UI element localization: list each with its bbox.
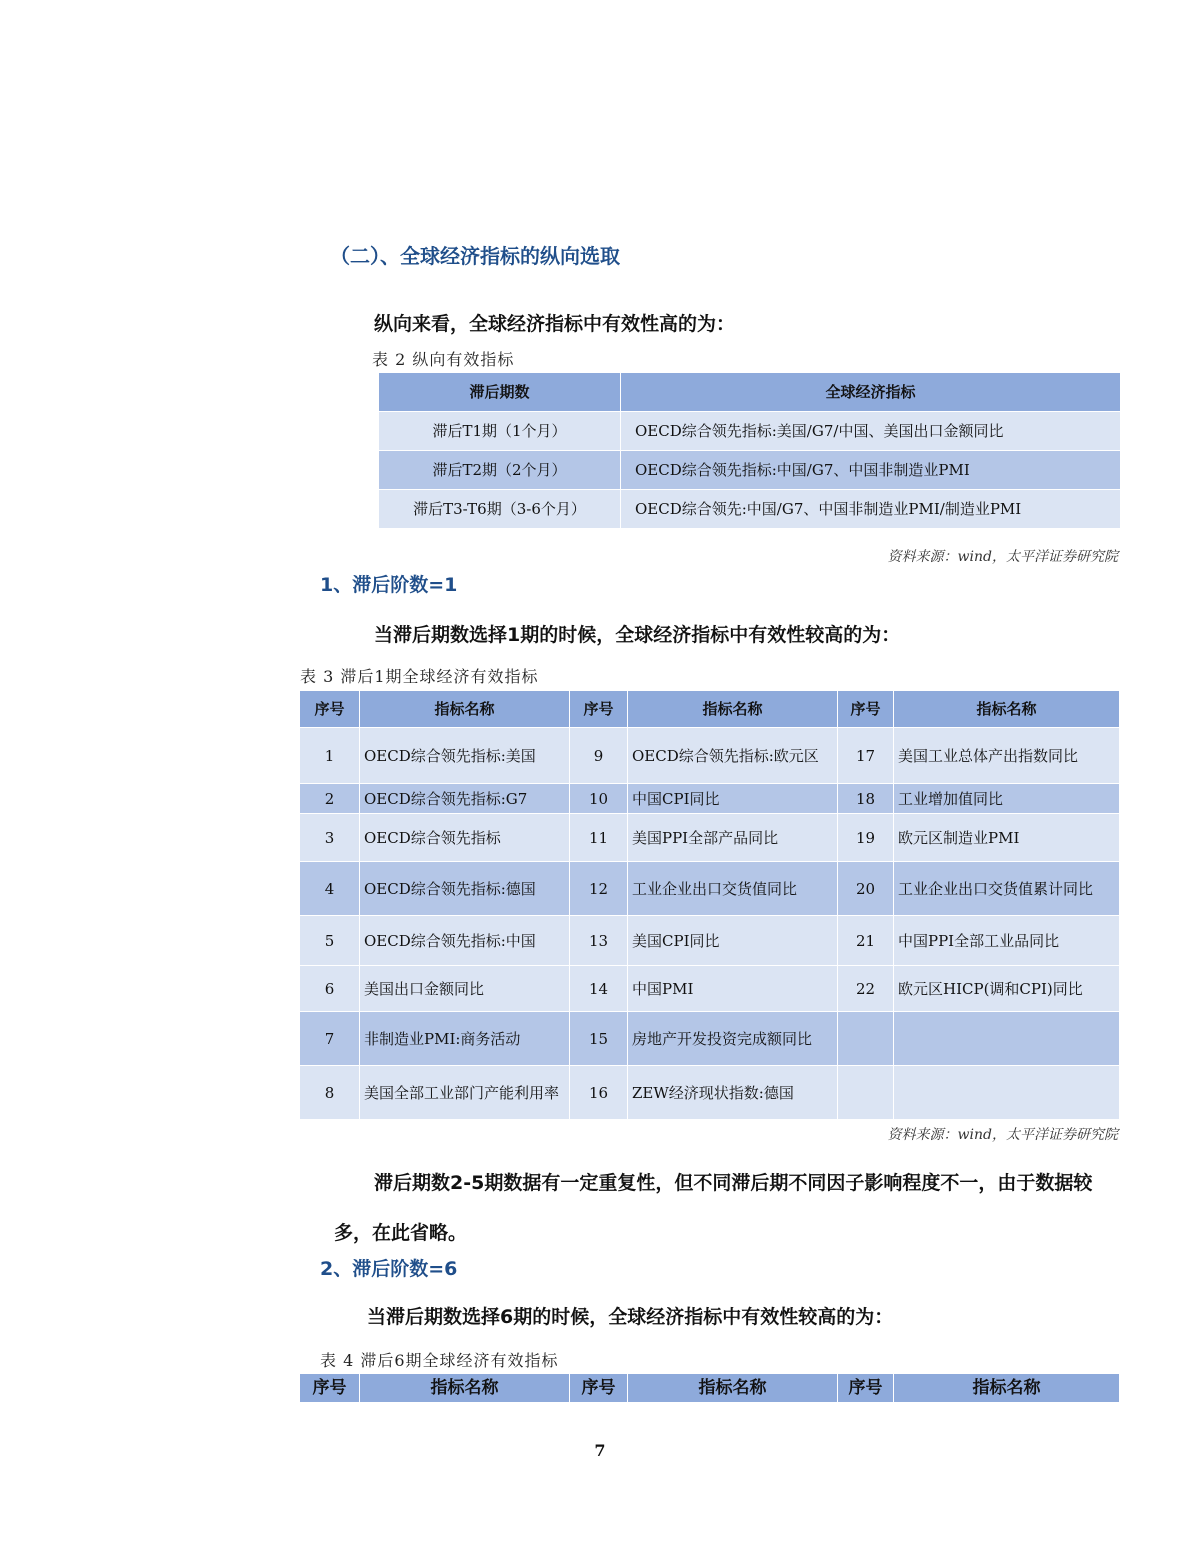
table-cell: 滞后T1期（1个月） bbox=[379, 412, 621, 451]
table-cell: OECD综合领先指标:欧元区 bbox=[628, 728, 838, 784]
table-cell: 20 bbox=[838, 862, 894, 916]
table-cell: 15 bbox=[570, 1012, 628, 1066]
table3-caption: 表 3 滞后1期全球经济有效指标 bbox=[300, 667, 539, 686]
table-row bbox=[300, 1066, 1120, 1120]
table-header-cell: 序号 bbox=[570, 1374, 628, 1403]
table-cell: 11 bbox=[570, 814, 628, 862]
table-cell: OECD综合领先指标:美国/G7/中国、美国出口金额同比 bbox=[621, 412, 1121, 451]
table-cell: 美国PPI全部产品同比 bbox=[628, 814, 838, 862]
table3-source: 资料来源：wind，太平洋证券研究院 bbox=[887, 1127, 1118, 1143]
table-cell: 7 bbox=[300, 1012, 360, 1066]
table-cell: 2 bbox=[300, 784, 360, 814]
table-row bbox=[300, 728, 1120, 784]
table-cell: 6 bbox=[300, 966, 360, 1012]
table-cell bbox=[838, 1012, 894, 1066]
table-cell: 美国出口金额同比 bbox=[360, 966, 570, 1012]
table-header-cell: 指标名称 bbox=[360, 691, 570, 728]
table-header-cell: 滞后期数 bbox=[379, 373, 621, 412]
page-number: 7 bbox=[594, 1441, 606, 1460]
table-cell: 美国全部工业部门产能利用率 bbox=[360, 1066, 570, 1120]
table2 bbox=[378, 372, 1121, 529]
table-header-cell: 指标名称 bbox=[628, 691, 838, 728]
table-row bbox=[300, 1012, 1120, 1066]
table-row bbox=[300, 814, 1120, 862]
table-header-cell: 指标名称 bbox=[894, 1374, 1120, 1403]
table-row bbox=[300, 966, 1120, 1012]
table-header-cell: 全球经济指标 bbox=[621, 373, 1121, 412]
table-cell: 中国PPI全部工业品同比 bbox=[894, 916, 1120, 966]
table-cell: 3 bbox=[300, 814, 360, 862]
table-cell: 滞后T3-T6期（3-6个月） bbox=[379, 490, 621, 529]
table-cell: 10 bbox=[570, 784, 628, 814]
table-cell: 欧元区HICP(调和CPI)同比 bbox=[894, 966, 1120, 1012]
table-header-cell: 序号 bbox=[838, 691, 894, 728]
table-header-cell: 序号 bbox=[570, 691, 628, 728]
intro-paragraph: 纵向来看，全球经济指标中有效性高的为： bbox=[374, 313, 736, 335]
table-cell: 8 bbox=[300, 1066, 360, 1120]
table-cell: 14 bbox=[570, 966, 628, 1012]
table3 bbox=[299, 690, 1120, 1120]
table-header-cell: 序号 bbox=[300, 1374, 360, 1403]
table-cell: 工业企业出口交货值同比 bbox=[628, 862, 838, 916]
table-row bbox=[300, 862, 1120, 916]
table-cell: 欧元区制造业PMI bbox=[894, 814, 1120, 862]
table-cell: 非制造业PMI:商务活动 bbox=[360, 1012, 570, 1066]
table-cell: 中国PMI bbox=[628, 966, 838, 1012]
table-cell: 4 bbox=[300, 862, 360, 916]
table-cell: 滞后T2期（2个月） bbox=[379, 451, 621, 490]
table-cell: 中国CPI同比 bbox=[628, 784, 838, 814]
table-row bbox=[300, 916, 1120, 966]
table-cell: 美国工业总体产出指数同比 bbox=[894, 728, 1120, 784]
omit-paragraph: 滞后期数2-5期数据有一定重复性，但不同滞后期不同因子影响程度不一，由于数据较多，在此省略。 bbox=[334, 1172, 1093, 1244]
table-header-cell: 序号 bbox=[300, 691, 360, 728]
table-header-row bbox=[300, 1374, 1120, 1403]
table-header-row bbox=[379, 373, 1121, 412]
table-cell: OECD综合领先指标:德国 bbox=[360, 862, 570, 916]
table-cell: 工业增加值同比 bbox=[894, 784, 1120, 814]
table-header-cell: 序号 bbox=[838, 1374, 894, 1403]
table-cell: 17 bbox=[838, 728, 894, 784]
table4 bbox=[299, 1373, 1120, 1403]
table-cell: 18 bbox=[838, 784, 894, 814]
subsection-title-lag1: 1、滞后阶数=1 bbox=[320, 574, 458, 596]
table-cell: 13 bbox=[570, 916, 628, 966]
table-header-row bbox=[300, 691, 1120, 728]
table-cell: OECD综合领先:中国/G7、中国非制造业PMI/制造业PMI bbox=[621, 490, 1121, 529]
table-cell: 1 bbox=[300, 728, 360, 784]
table-row bbox=[379, 451, 1121, 490]
table-cell: 21 bbox=[838, 916, 894, 966]
table-cell: 5 bbox=[300, 916, 360, 966]
table-header-cell: 指标名称 bbox=[628, 1374, 838, 1403]
table-cell: 16 bbox=[570, 1066, 628, 1120]
table-cell: 房地产开发投资完成额同比 bbox=[628, 1012, 838, 1066]
table-cell bbox=[894, 1066, 1120, 1120]
table2-caption: 表 2 纵向有效指标 bbox=[372, 350, 515, 369]
table-cell: OECD综合领先指标 bbox=[360, 814, 570, 862]
table-cell bbox=[894, 1012, 1120, 1066]
table-cell: OECD综合领先指标:G7 bbox=[360, 784, 570, 814]
lag6-paragraph: 当滞后期数选择6期的时候，全球经济指标中有效性较高的为： bbox=[367, 1306, 894, 1328]
table-row bbox=[379, 412, 1121, 451]
table-cell: 12 bbox=[570, 862, 628, 916]
table-cell: ZEW经济现状指数:德国 bbox=[628, 1066, 838, 1120]
table-row bbox=[379, 490, 1121, 529]
lag1-paragraph: 当滞后期数选择1期的时候，全球经济指标中有效性较高的为： bbox=[374, 624, 901, 646]
table-header-cell: 指标名称 bbox=[894, 691, 1120, 728]
table-cell: 工业企业出口交货值累计同比 bbox=[894, 862, 1120, 916]
table4-caption: 表 4 滞后6期全球经济有效指标 bbox=[320, 1351, 559, 1370]
table-cell bbox=[838, 1066, 894, 1120]
table-cell: 9 bbox=[570, 728, 628, 784]
section-title: （二）、全球经济指标的纵向选取 bbox=[330, 244, 620, 268]
table-cell: OECD综合领先指标:美国 bbox=[360, 728, 570, 784]
table-row bbox=[300, 784, 1120, 814]
table-cell: 22 bbox=[838, 966, 894, 1012]
subsection-title-lag6: 2、滞后阶数=6 bbox=[320, 1258, 458, 1280]
table-header-cell: 指标名称 bbox=[360, 1374, 570, 1403]
table-cell: OECD综合领先指标:中国 bbox=[360, 916, 570, 966]
table-cell: 美国CPI同比 bbox=[628, 916, 838, 966]
table-cell: OECD综合领先指标:中国/G7、中国非制造业PMI bbox=[621, 451, 1121, 490]
table2-source: 资料来源：wind，太平洋证券研究院 bbox=[887, 549, 1118, 565]
table-cell: 19 bbox=[838, 814, 894, 862]
